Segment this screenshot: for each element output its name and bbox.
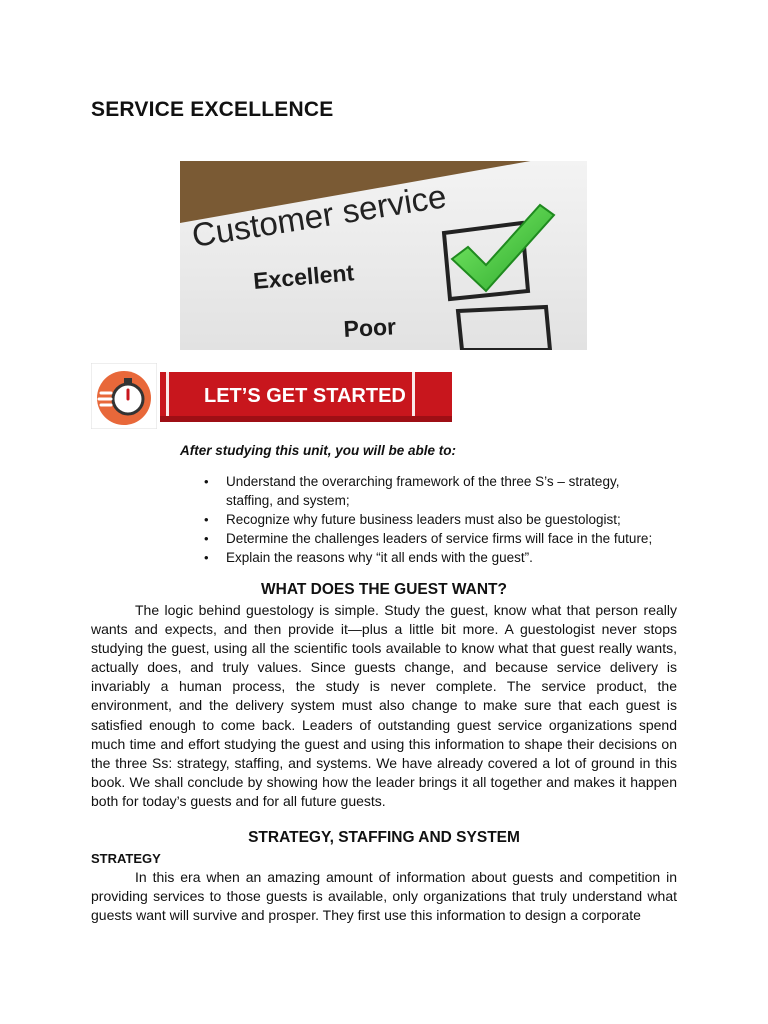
section-heading-guest-want: WHAT DOES THE GUEST WANT?: [261, 581, 507, 598]
list-item: • Explain the reasons why “it all ends with the guest”.: [204, 548, 684, 567]
customer-service-illustration: [180, 161, 587, 350]
subheading-strategy: STRATEGY: [91, 851, 161, 866]
paragraph-strategy: In this era when an amazing amount of information about guests and competition in providing services to those guests is available, only organizations that truly understand what guests want will survive and prosper. They first use this information to design a corporate: [91, 869, 677, 924]
document-title: SERVICE EXCELLENCE: [91, 98, 334, 121]
paragraph-guestology: The logic behind guestology is simple. Study the guest, know what that person really wants and expects, and then provide it—plus a little bit more. A guestologist never stops studying the guest, using all the scientific tools available to know what that guest really wants, actually does, and truly values. Since guests change, and because service delivery is invariably a human process, the study is never complete. The service product, the environment, and the delivery system must also change to make sure that each guest is satisfied enough to come back. Leaders of outstanding guest service organizations spend much time and effort studying the guest and using this information to shape their decisions on the three Ss: strategy, staffing, and systems. We have already covered a lot of ground in this book. We shall conclude by showing how the leader brings it all together and makes it happen both for today’s guests and for all future guests.: [91, 602, 677, 809]
stopwatch-icon: [91, 363, 157, 429]
customer-service-image: [180, 161, 587, 350]
section-heading-three-s: STRATEGY, STAFFING AND SYSTEM: [248, 829, 520, 846]
image-option-poor: Poor: [342, 313, 397, 342]
objectives-lead: After studying this unit, you will be able to:: [180, 443, 457, 458]
banner-label: LET’S GET STARTED: [204, 385, 406, 407]
objectives-list: [204, 472, 684, 567]
list-item: • Understand the overarching framework of the three S’s – strategy, staffing, and system;: [204, 472, 666, 510]
lets-get-started-banner: [160, 372, 452, 422]
list-item: • Determine the challenges leaders of service firms will face in the future;: [204, 529, 684, 548]
image-headline: Customer service: [189, 177, 449, 254]
image-option-excellent: Excellent: [252, 259, 356, 294]
list-item: • Recognize why future business leaders must also be guestologist;: [204, 510, 684, 529]
